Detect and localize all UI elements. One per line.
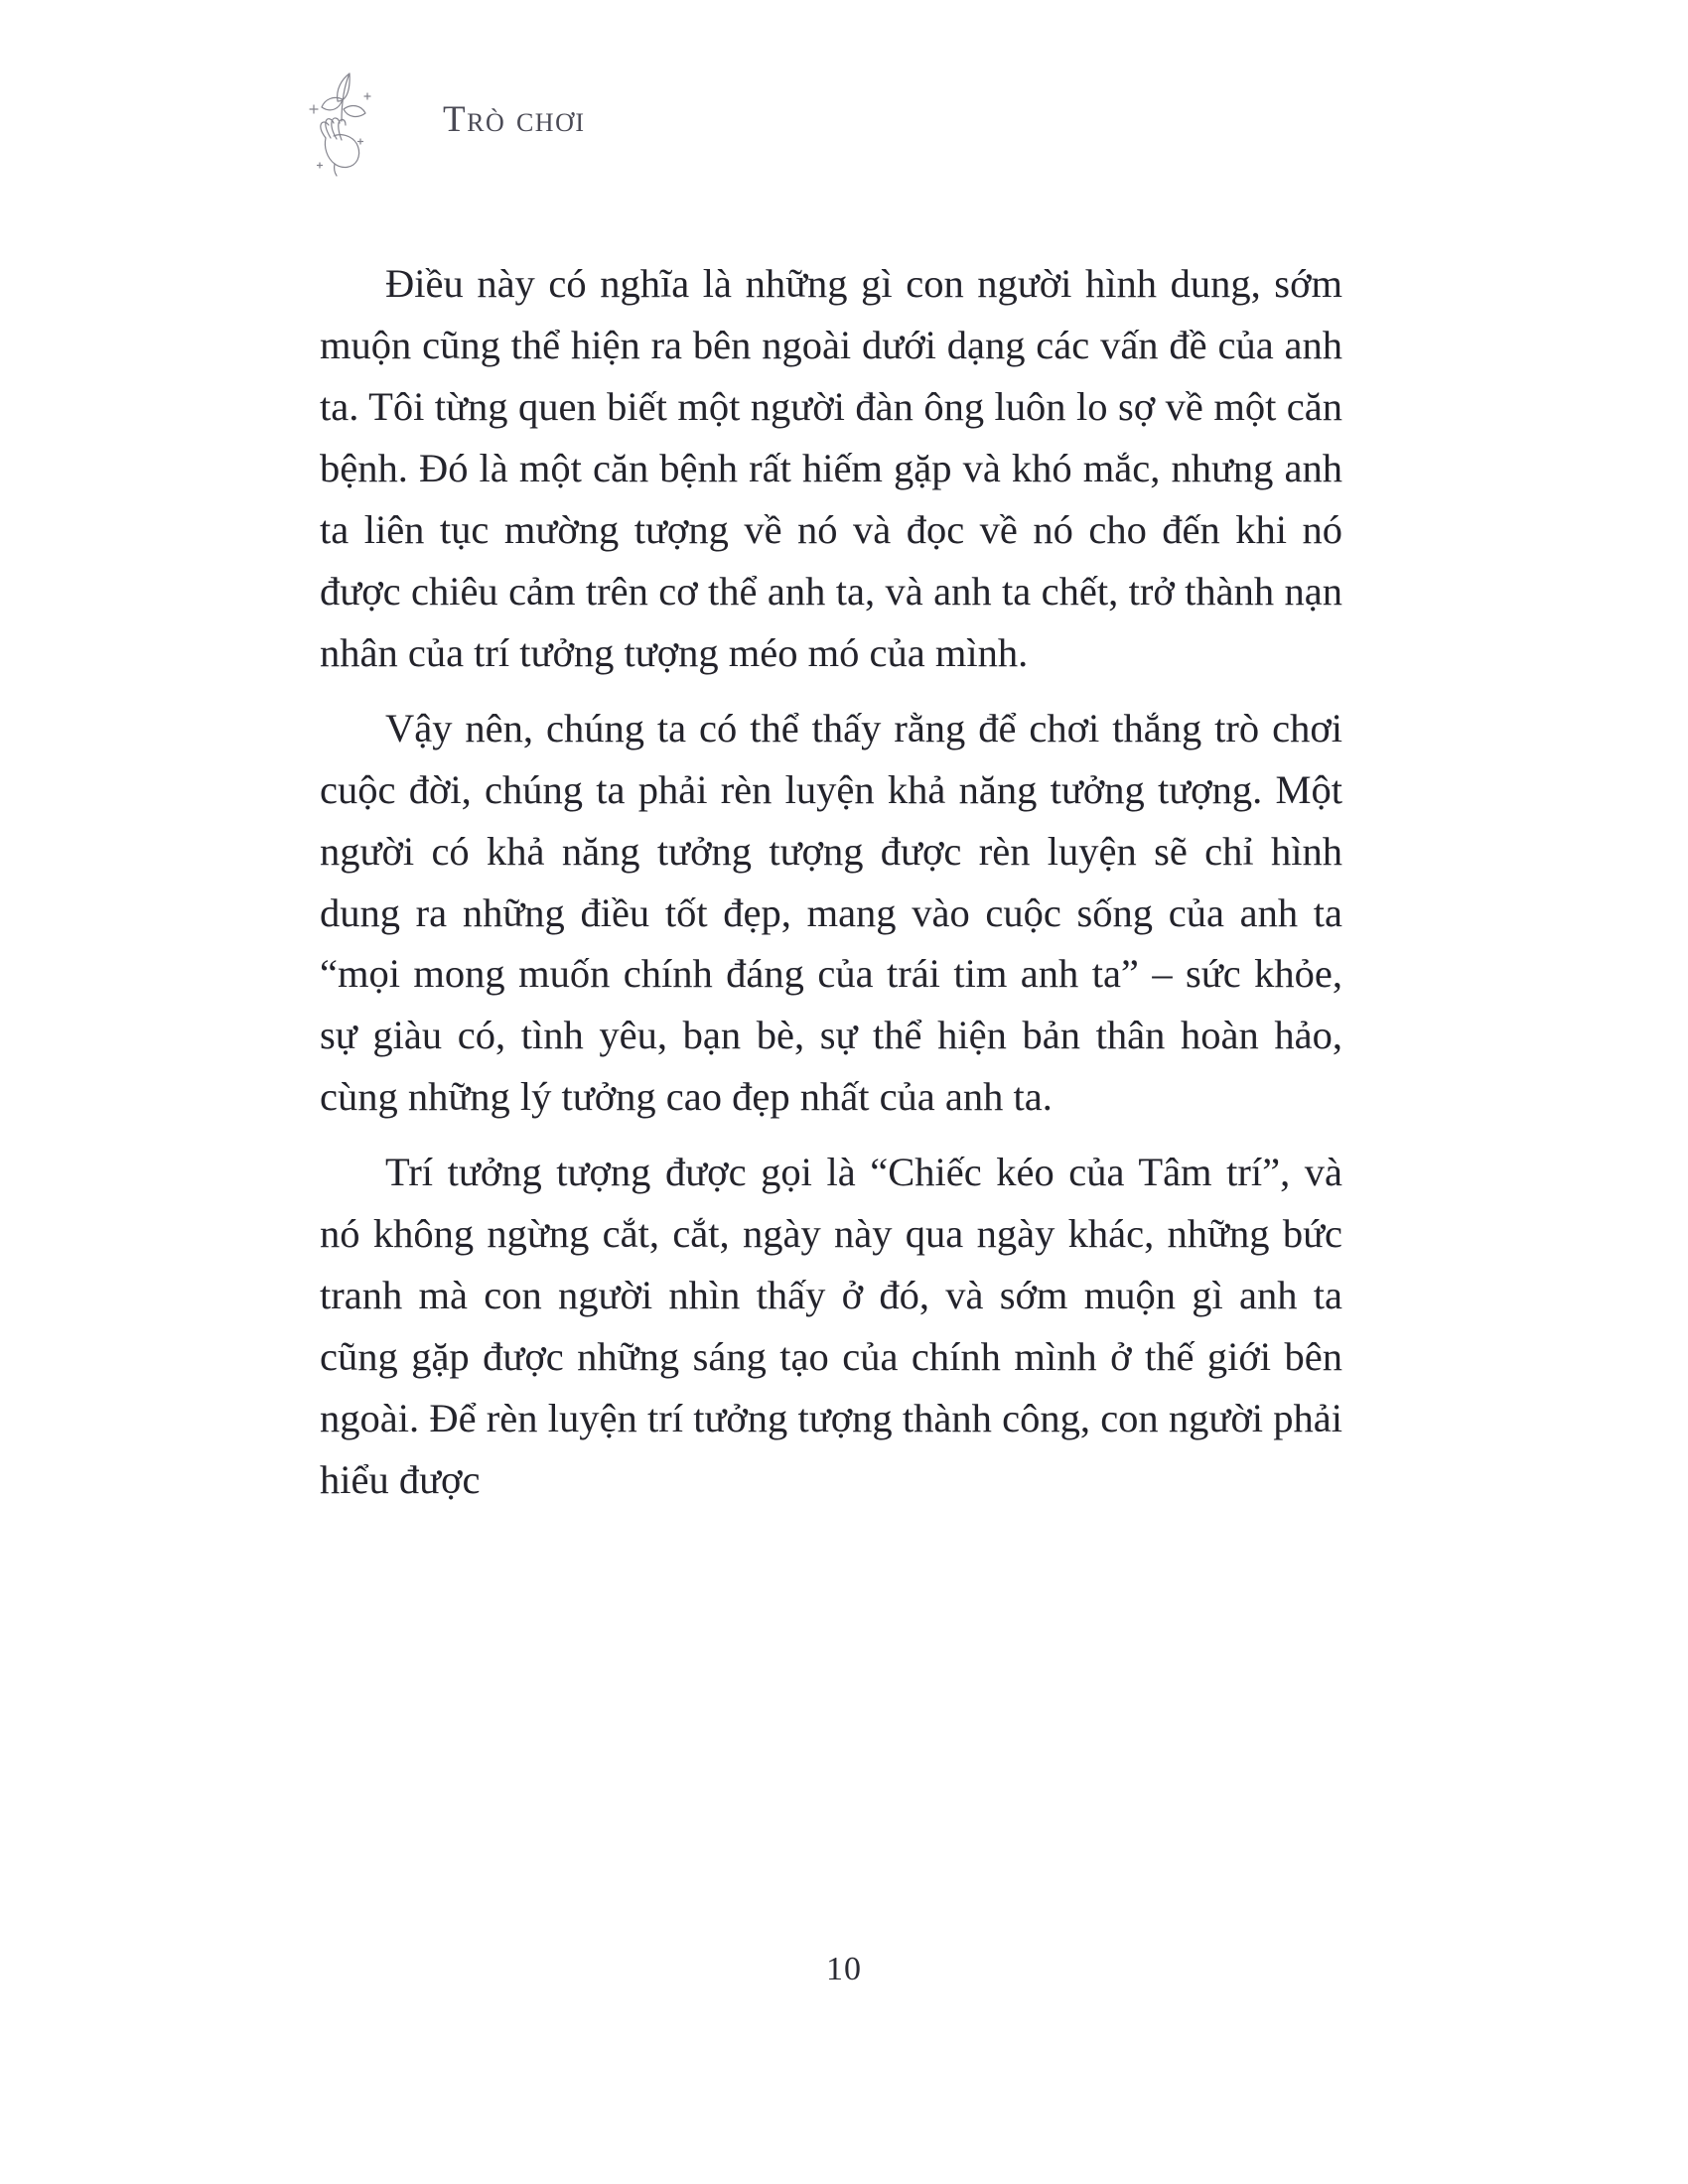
paragraph: Điều này có nghĩa là những gì con người hình dung, sớm muộn cũng thể hiện ra bên ngoài dưới dạng các vấn đề của anh ta. Tôi từng quen biết một người đàn ông luôn lo sợ về một căn bệnh. Đó là một căn bệnh rất hiếm gặp và khó mắc, nhưng anh ta liên tục mường tượng về nó và đọc về nó cho đến khi nó được chiêu cảm trên cơ thể anh ta, và anh ta chết, trở thành nạn nhân của trí tưởng tượng méo mó của mình. [320,261,1342,675]
paragraph: Trí tưởng tượng được gọi là “Chiếc kéo của Tâm trí”, và nó không ngừng cắt, cắt, ngày này qua ngày khác, những bức tranh mà con người nhìn thấy ở đó, và sớm muộn gì anh ta cũng gặp được những sáng tạo của chính mình ở thế giới bên ngoài. Để rèn luyện trí tưởng tượng thành công, con người phải hiểu được [320,1150,1342,1503]
page-body [320,253,1342,1511]
hand-holding-leaf-icon [298,60,383,179]
running-header [298,55,1390,184]
paragraph: Vậy nên, chúng ta có thể thấy rằng để chơi thắng trò chơi cuộc đời, chúng ta phải rèn luyện khả năng tưởng tượng. Một người có khả năng tưởng tượng được rèn luyện sẽ chỉ hình dung ra những điều tốt đẹp, mang vào cuộc sống của anh ta “mọi mong muốn chính đáng của trái tim anh ta” – sức khỏe, sự giàu có, tình yêu, bạn bè, sự thể hiện bản thân hoàn hảo, cùng những lý tưởng cao đẹp nhất của anh ta. [320,705,1342,1120]
page-number: 10 [826,1951,862,1987]
header-chapter-title: Trò chơi [443,98,586,140]
